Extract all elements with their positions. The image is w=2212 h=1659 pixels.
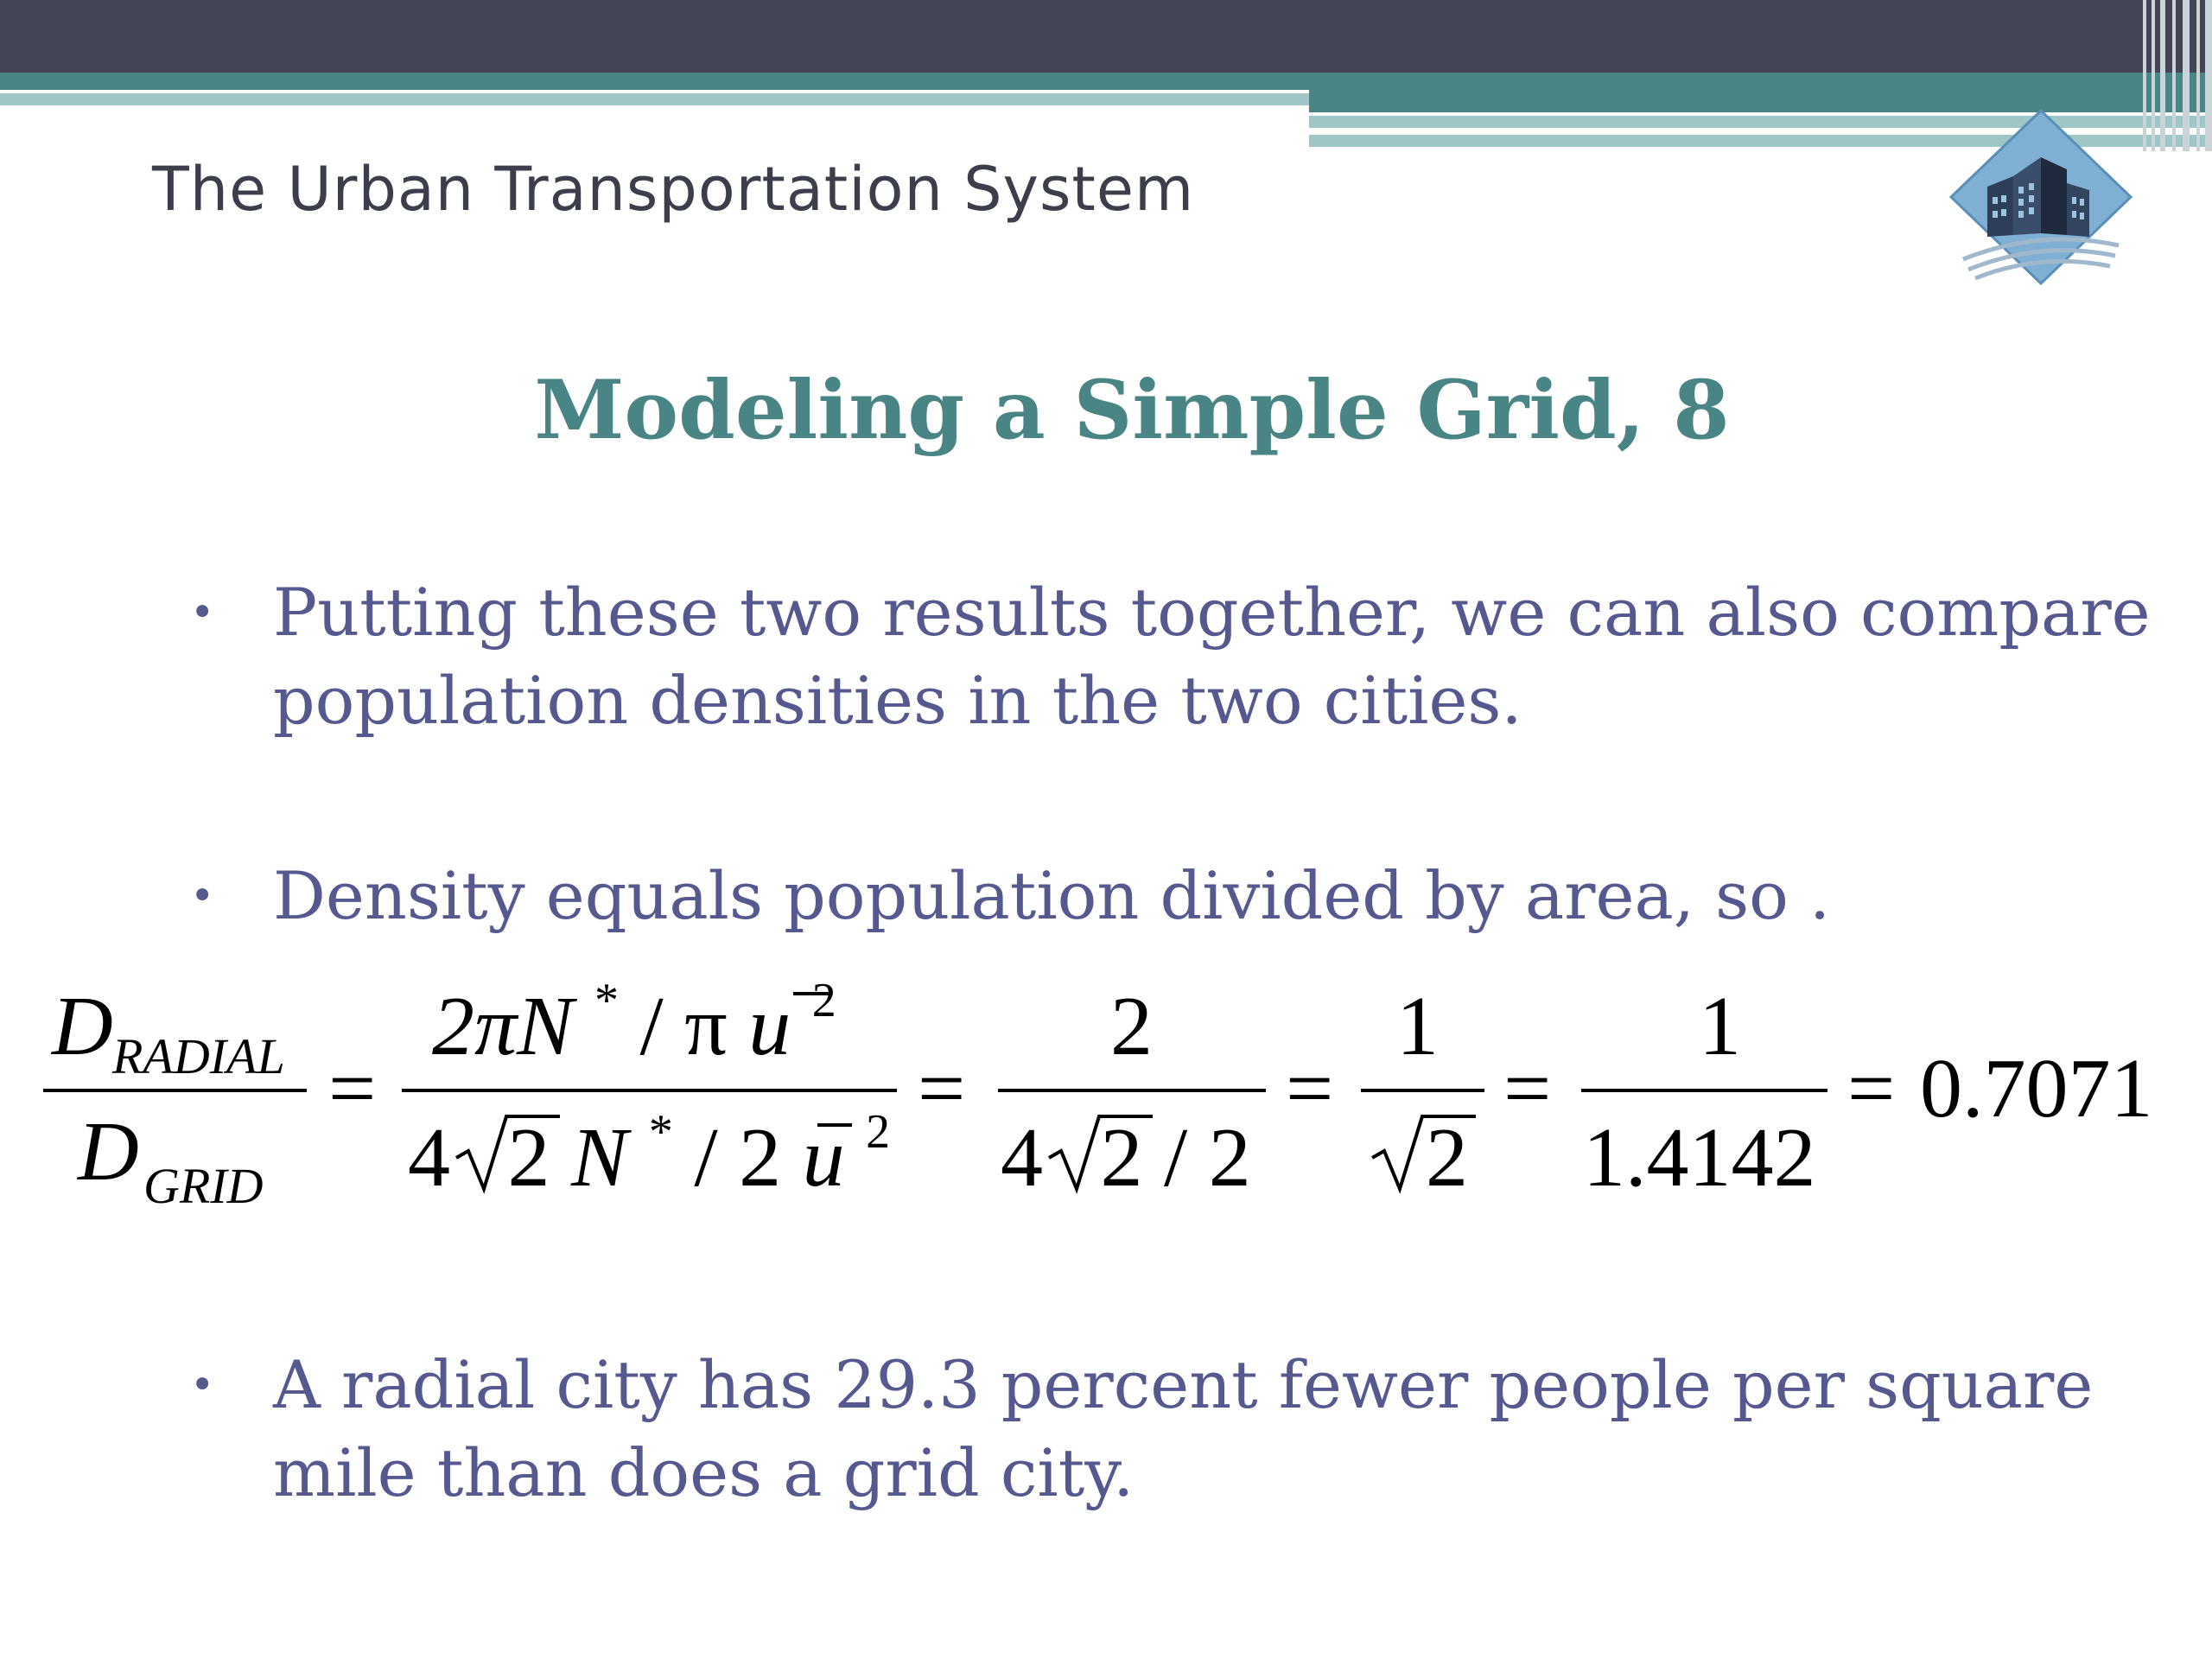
eq-f2-den-rad: 2 bbox=[1100, 1111, 1143, 1205]
density-ratio-equation bbox=[35, 968, 2195, 1244]
eq-equals-sign: = bbox=[1503, 1042, 1552, 1135]
header-title: The Urban Transportation System bbox=[152, 154, 1195, 225]
eq-f3-numerator: 1 bbox=[1396, 980, 1439, 1073]
eq-f1-num-a: 2πN bbox=[432, 980, 574, 1073]
bullet-dot-icon: • bbox=[190, 588, 215, 637]
eq-f1-num-sq: 2 bbox=[811, 974, 836, 1027]
bullet-dot-icon: • bbox=[190, 872, 215, 920]
header-band-teal bbox=[0, 73, 2212, 90]
eq-lhs-numerator-subscript: RADIAL bbox=[112, 1028, 285, 1084]
header-band-dark bbox=[0, 0, 2212, 73]
header-edge-stripes bbox=[2143, 0, 2212, 151]
eq-lhs-denominator: D bbox=[78, 1105, 139, 1198]
eq-f1-num-b: / π bbox=[639, 980, 749, 1073]
slide-title: Modeling a Simple Grid, 8 bbox=[534, 363, 1730, 458]
bullet-text: A radial city has 29.3 percent fewer people per square mile than does a grid city. bbox=[273, 1346, 2094, 1511]
eq-f1-den-c: / 2 bbox=[694, 1111, 782, 1205]
eq-equals-sign: = bbox=[918, 1042, 966, 1135]
eq-f1-den-u: u bbox=[802, 1111, 845, 1205]
eq-f1-num-u: u bbox=[748, 980, 791, 1073]
eq-f1-den-b: N bbox=[571, 1111, 628, 1205]
eq-equals-sign: = bbox=[328, 1042, 377, 1135]
eq-lhs-numerator: D bbox=[52, 980, 113, 1073]
eq-f2-den-b: / 2 bbox=[1164, 1111, 1251, 1205]
eq-f3-den-rad: 2 bbox=[1426, 1111, 1468, 1205]
eq-f1-den-star: * bbox=[648, 1105, 673, 1159]
bullet-text: Density equals population divided by area, so . bbox=[273, 857, 1831, 934]
eq-equals-sign: = bbox=[1847, 1042, 1896, 1135]
bullet-dot-icon: • bbox=[190, 1361, 215, 1409]
eq-f1-num-star: * bbox=[594, 974, 619, 1027]
bullet-item bbox=[190, 1341, 2126, 1531]
city-buildings-logo bbox=[1946, 107, 2136, 297]
eq-f1-denominator bbox=[408, 1073, 890, 1205]
header-band-light bbox=[0, 93, 1309, 105]
eq-f1-den-a: 4 bbox=[408, 1111, 450, 1205]
bullet-item bbox=[190, 569, 2151, 759]
eq-f1-numerator bbox=[432, 968, 836, 1073]
eq-f1-den-rad: 2 bbox=[507, 1111, 550, 1205]
bullet-text: Putting these two results together, we can also compare population densities in the two cities. bbox=[273, 574, 2151, 739]
eq-f4-numerator: 1 bbox=[1699, 980, 1741, 1073]
eq-equals-sign: = bbox=[1286, 1042, 1334, 1135]
eq-f1-den-sq: 2 bbox=[866, 1105, 891, 1159]
eq-f4-denominator: 1.4142 bbox=[1583, 1111, 1816, 1205]
bullet-item bbox=[190, 852, 2126, 947]
eq-f2-numerator: 2 bbox=[1110, 980, 1153, 1073]
eq-lhs-denominator-subscript: GRID bbox=[143, 1158, 264, 1214]
eq-f2-denominator bbox=[1001, 1111, 1251, 1205]
eq-f2-den-a: 4 bbox=[1001, 1111, 1043, 1205]
eq-result: 0.7071 bbox=[1920, 1042, 2153, 1135]
